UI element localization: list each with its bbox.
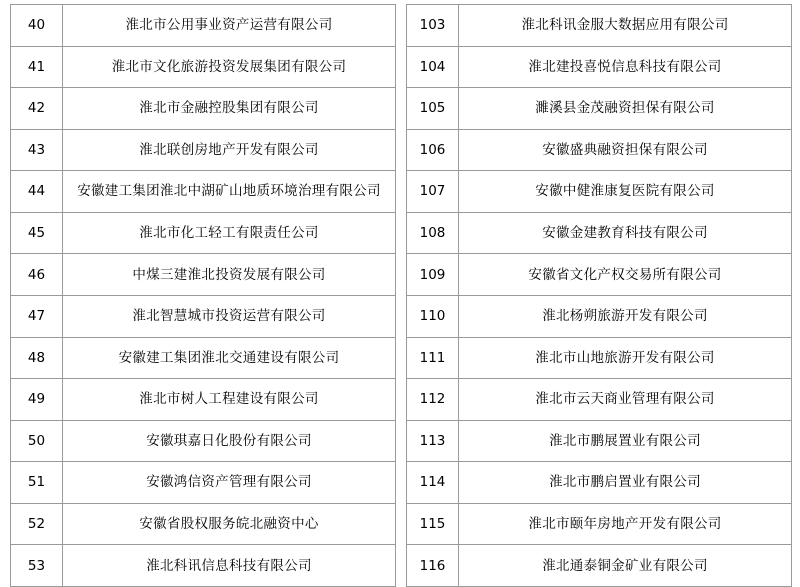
table-row [11, 5, 396, 47]
row-index: 112 [407, 379, 459, 421]
table-row [407, 212, 792, 254]
table-row [11, 462, 396, 504]
table-row [11, 171, 396, 213]
row-company-name: 淮北市文化旅游投资发展集团有限公司 [63, 46, 396, 88]
table-row [11, 88, 396, 130]
row-company-name: 淮北市山地旅游开发有限公司 [459, 337, 792, 379]
row-company-name: 安徽中健淮康复医院有限公司 [459, 171, 792, 213]
table-row [407, 254, 792, 296]
row-index: 43 [11, 129, 63, 171]
row-company-name: 淮北市鹏展置业有限公司 [459, 420, 792, 462]
row-index: 41 [11, 46, 63, 88]
row-index: 110 [407, 295, 459, 337]
row-company-name: 安徽盛典融资担保有限公司 [459, 129, 792, 171]
row-index: 45 [11, 212, 63, 254]
table-row [11, 129, 396, 171]
row-index: 42 [11, 88, 63, 130]
row-index: 46 [11, 254, 63, 296]
row-company-name: 安徽鸿信资产管理有限公司 [63, 462, 396, 504]
row-index: 53 [11, 545, 63, 587]
row-company-name: 安徽建工集团淮北交通建设有限公司 [63, 337, 396, 379]
table-row [11, 545, 396, 587]
row-company-name: 安徽省文化产权交易所有限公司 [459, 254, 792, 296]
table-row [11, 337, 396, 379]
row-index: 114 [407, 462, 459, 504]
table-row [11, 379, 396, 421]
table-row [407, 5, 792, 47]
row-company-name: 安徽金建教育科技有限公司 [459, 212, 792, 254]
row-index: 108 [407, 212, 459, 254]
row-company-name: 安徽省股权服务皖北融资中心 [63, 503, 396, 545]
row-company-name: 淮北建投喜悦信息科技有限公司 [459, 46, 792, 88]
row-company-name: 安徽琪嘉日化股份有限公司 [63, 420, 396, 462]
table-row [407, 171, 792, 213]
row-index: 48 [11, 337, 63, 379]
table-row [11, 295, 396, 337]
table-row [407, 129, 792, 171]
row-company-name: 淮北市金融控股集团有限公司 [63, 88, 396, 130]
table-row [407, 462, 792, 504]
row-index: 107 [407, 171, 459, 213]
table-row [11, 503, 396, 545]
table-row [407, 420, 792, 462]
table-row [407, 379, 792, 421]
row-index: 106 [407, 129, 459, 171]
table-row [11, 46, 396, 88]
table-row [11, 212, 396, 254]
row-company-name: 淮北智慧城市投资运营有限公司 [63, 295, 396, 337]
row-company-name: 淮北科讯信息科技有限公司 [63, 545, 396, 587]
row-index: 52 [11, 503, 63, 545]
table-row [407, 295, 792, 337]
row-company-name: 淮北科讯金服大数据应用有限公司 [459, 5, 792, 47]
row-index: 47 [11, 295, 63, 337]
row-company-name: 淮北杨朔旅游开发有限公司 [459, 295, 792, 337]
row-company-name: 淮北联创房地产开发有限公司 [63, 129, 396, 171]
row-company-name: 中煤三建淮北投资发展有限公司 [63, 254, 396, 296]
right-company-table [406, 4, 792, 587]
row-index: 104 [407, 46, 459, 88]
table-row [407, 337, 792, 379]
row-company-name: 淮北通泰铜金矿业有限公司 [459, 545, 792, 587]
left-table-body [11, 5, 396, 587]
row-index: 109 [407, 254, 459, 296]
row-index: 103 [407, 5, 459, 47]
table-row [407, 545, 792, 587]
row-index: 51 [11, 462, 63, 504]
table-row [407, 503, 792, 545]
table-row [11, 254, 396, 296]
row-company-name: 安徽建工集团淮北中湖矿山地质环境治理有限公司 [63, 171, 396, 213]
row-index: 115 [407, 503, 459, 545]
row-company-name: 淮北市鹏启置业有限公司 [459, 462, 792, 504]
right-table-body [407, 5, 792, 587]
row-index: 49 [11, 379, 63, 421]
row-index: 116 [407, 545, 459, 587]
row-index: 50 [11, 420, 63, 462]
left-company-table [10, 4, 396, 587]
table-row [407, 88, 792, 130]
row-index: 105 [407, 88, 459, 130]
row-company-name: 淮北市颐年房地产开发有限公司 [459, 503, 792, 545]
row-company-name: 淮北市云天商业管理有限公司 [459, 379, 792, 421]
row-company-name: 淮北市公用事业资产运营有限公司 [63, 5, 396, 47]
row-company-name: 淮北市化工轻工有限责任公司 [63, 212, 396, 254]
table-row [407, 46, 792, 88]
row-index: 44 [11, 171, 63, 213]
row-index: 113 [407, 420, 459, 462]
row-company-name: 濉溪县金茂融资担保有限公司 [459, 88, 792, 130]
row-index: 111 [407, 337, 459, 379]
table-row [11, 420, 396, 462]
row-company-name: 淮北市树人工程建设有限公司 [63, 379, 396, 421]
row-index: 40 [11, 5, 63, 47]
